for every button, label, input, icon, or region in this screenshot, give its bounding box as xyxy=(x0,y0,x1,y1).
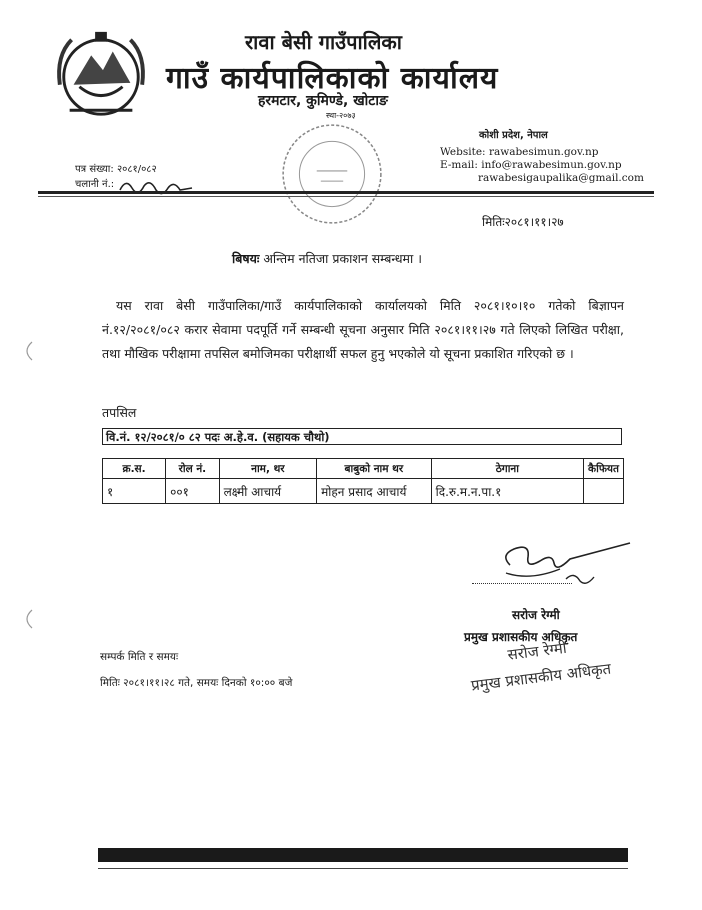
body-paragraph: यस रावा बेसी गाउँपालिका/गाउँ कार्यपालिकाको कार्यालयको मिति २०८१।१०।१० गतेको बिज्ञापन नं.१२/२०८१/०८२ करार सेवामा पदपूर्ति गर्ने सम्बन्धी सूचना अनुसार मिति २०८१।११।२७ गते लिएको लिखित परीक्षा, तथा मौखिक परीक्षामा तपसिल बमोजिमका परीक्षार्थी सफल हुनु भएकोले यो सूचना प्रकाशित गरिएको छ । xyxy=(102,298,624,361)
table-row xyxy=(103,479,624,504)
email-label: E-mail: xyxy=(440,159,478,171)
subject-line xyxy=(232,250,422,267)
patra-value: २०८१/०८२ xyxy=(116,164,157,175)
tapsil-heading: तपसिल xyxy=(102,405,137,420)
cell-father-name: मोहन प्रसाद आचार्य xyxy=(317,479,432,504)
email-link-primary[interactable]: info@rawabesimun.gov.np xyxy=(481,159,622,171)
contact-schedule xyxy=(100,644,292,696)
header-rule xyxy=(38,191,654,194)
punch-hole-mark-icon xyxy=(20,608,34,630)
col-roll: रोल नं. xyxy=(166,459,219,479)
vigyapan-box: वि.नं. १२/२०८१/० ८२ पदः अ.हे.व. (सहायक चौथो) xyxy=(102,428,622,445)
email-link-secondary[interactable]: rawabesigaupalika@gmail.com xyxy=(478,172,644,184)
results-table xyxy=(102,458,624,504)
website-link[interactable]: rawabesimun.gov.np xyxy=(488,146,599,158)
col-father-name: बाबुको नाम थर xyxy=(317,459,432,479)
footer-rule xyxy=(98,868,628,869)
cell-roll: ००१ xyxy=(166,479,219,504)
table-header-row xyxy=(103,459,624,479)
office-address: हरमटार, कुमिण्डे, खोटाङ xyxy=(258,93,388,109)
government-emblem-icon xyxy=(52,26,150,124)
stamp-title: प्रमुख प्रशासकीय अधिकृत xyxy=(470,659,613,695)
cell-serial: १ xyxy=(103,479,166,504)
col-serial: क्र.स. xyxy=(103,459,166,479)
province-label: कोशी प्रदेश, नेपाल xyxy=(479,130,548,141)
signatory-name: सरोज रेग्मी xyxy=(512,608,560,622)
stamp-name: सरोज रेग्मी xyxy=(506,638,568,664)
subject-text: अन्तिम नतिजा प्रकाशन सम्बन्धमा । xyxy=(263,251,422,266)
signature-icon xyxy=(470,535,635,595)
col-name: नाम, थर xyxy=(219,459,317,479)
municipality-name: रावा बेसी गाउँपालिका xyxy=(245,30,402,54)
letter-body xyxy=(102,294,624,366)
office-name: गाउँ कार्यपालिकाको कार्यालय xyxy=(166,61,499,96)
cell-name: लक्ष्मी आचार्य xyxy=(219,479,317,504)
signatory-title: प्रमुख प्रशासकीय अधिकृत xyxy=(464,630,578,644)
website-label: Website: xyxy=(440,146,486,158)
contact-block xyxy=(440,146,644,185)
contact-value: मितिः २०८१।११।२८ गते, समयः दिनको १०:०० बजे xyxy=(100,677,293,689)
col-address: ठेगाना xyxy=(431,459,583,479)
established-year: स्था-२०७३ xyxy=(326,111,356,120)
chalani-handwriting-icon xyxy=(116,176,196,198)
chalani-label: चलानी नं.: xyxy=(75,179,115,190)
patra-label: पत्र संख्या: xyxy=(75,164,114,175)
footer-bar xyxy=(98,848,628,862)
col-remarks: कैफियत xyxy=(584,459,624,479)
cell-address: दि.रु.म.न.पा.१ xyxy=(431,479,583,504)
cell-remarks xyxy=(584,479,624,504)
contact-label: सम्पर्क मिति र समयः xyxy=(100,651,179,663)
punch-hole-mark-icon xyxy=(20,340,34,362)
header-rule-thin xyxy=(38,196,654,197)
subject-label: बिषयः xyxy=(232,251,260,266)
signature-line xyxy=(472,583,572,584)
letter-date: मितिः२०८१।११।२७ xyxy=(482,215,564,229)
office-stamp-icon xyxy=(276,118,388,230)
